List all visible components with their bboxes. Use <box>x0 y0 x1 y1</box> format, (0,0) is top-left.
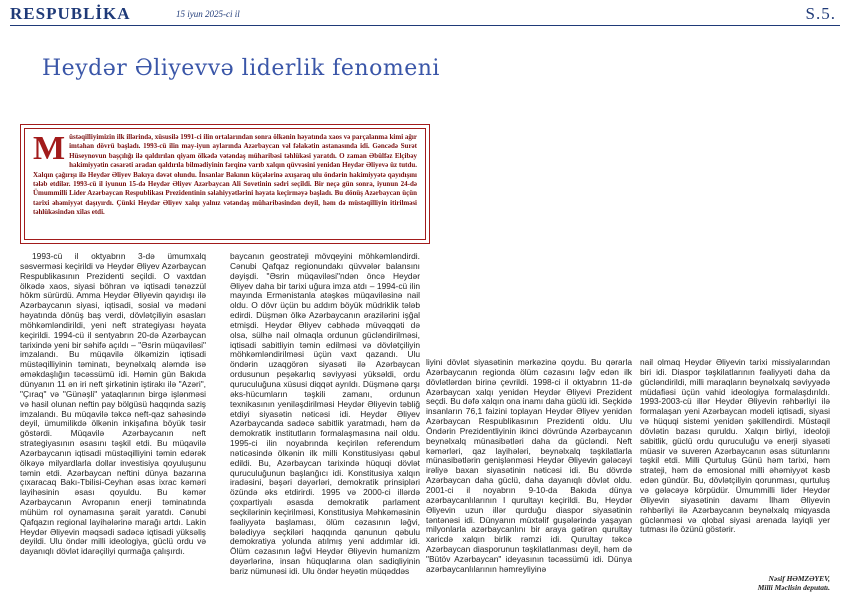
body-column-3-text: liyini dövlət siyasətinin mərkəzinə qoydu. Bu qərarla Azərbaycanın regionda ölüm cəzasını ləğv edən ilk dövlətlərdən birinə çevrildi. 1998-ci il oktyabrın 11-də Azərbaycan xalqı yenidən Heydər Əliyevi Prezident seçdi. Bu dəfə xalqın ona inamı daha güclü idi. Seçkidə insanların 76,1 faizini toplayan Heydər Əliyev yenidən Azərbaycan Respublikasının Prezidenti oldu. Ulu Öndərin Prezidentliyinin ikinci dövründə Azərbaycanın beynəlxalq münasibətləri daha da gücləndi. Neft kəmərləri, qaz layihələri, beynəlxalq təşkilatlarla münasibətlərin genişlənməsi Heydər Əliyevin gələcəyi irəliyə baxan siyasətinin nəticəsi idi. Bu dövrdə Azərbaycan daha güclü, daha dayanıqlı dövlət oldu. 2001-ci il noyabrın 9-10-da Bakıda dünya azərbaycanlılarının I qurultayı keçirildi. Bu, Heydər Əliyevin uzun illər qurduğu diaspor siyasətinin təntənəsi idi. Dünyanın müxtəlif guşələrində yaşayan milyonlarla azərbaycanlını bir araya gətirən qurultay xaricdə xalqın birlik rəmzi idi. Qurultay təkcə Azərbaycan diasporunun təşkilatlanması deyil, həm də "Bütöv Azərbaycan" ideyasının təcəssümü idi. Dünya azərbaycanlılarının həmreyliyinə <box>426 358 632 574</box>
author-title: Milli Məclisin deputatı. <box>757 583 830 592</box>
lead-text: üstəqilliyimizin ilk illərində, xüsusilə 1991-ci ilin ortalarından sonra ölkənin həyatında xaos və parçalanma kimi ağır imtahan dövrü başladı. 1993-cü ilin may-iyun aylarında Azərbaycan vəl fəlakətin astanasında idi. Gəncədə Surət Hüseynovun başçılığı ilə qaldırılan qiyam ölkədə vətəndaş müharibəsi təhlükəsi yaratdı. O zaman Əbülfəz Elçibəy hakimiyyətin cəsarəti aradan qaldırıla bilmədiyinin fərqinə varıb xalqın qüvvəsini yenidən Heydər Əliyevə üz tutdu. Xalqın çağırışı ilə Heydər Əliyev Bakıya dəvət olundu. İnsanlar Bakının küçələrinə axışaraq ulu öndərin hakimiyyətə qayıdışını tələb etdilər. 1993-cü il iyunun 15-də Heydər Əliyev Azərbaycan Ali Sovetinin sədri seçildi. Bir neçə gün sonra, iyunun 24-də Ümummilli Lider Azərbaycan Respublikası Prezidentinin səlahiyyətlərini həyata keçirməyə başladı. Bu dönüş Azərbaycan üçün tarixi əhəmiyyət daşıyırdı. Çünki Heydər Əliyev xalqı yalnız vətəndaş müharibəsindən deyil, həm də müstəqilliyin itirilməsi təhlükəsindən xilas etdi. <box>33 133 417 217</box>
lead-box <box>20 124 430 244</box>
body-column-3 <box>426 358 632 592</box>
masthead-divider <box>10 25 840 26</box>
lead-paragraph <box>33 130 417 218</box>
article-headline: Heydər Əliyevvə liderlik fenomeni <box>42 56 440 81</box>
page-number: S.5. <box>805 4 836 23</box>
newspaper-name: RESPUBLİKA <box>10 4 131 23</box>
lead-dropcap: M <box>33 130 66 167</box>
author-name: Nəsif HƏMZƏYEV, <box>768 574 830 583</box>
issue-date: 15 iyun 2025-ci il <box>176 9 240 19</box>
body-column-1-text: 1993-cü il oktyabrın 3-də ümumxalq səsverməsi keçirildi və Heydər Əliyev Azərbaycan Respublikasının Prezidenti seçildi. O vaxtdan ölkədə xaos, siyasi böhran və iqtisadi tənəzzül hökm sürürdü. Amma Heydər Əliyevin qayıdışı ilə Azərbaycanın siyasi, iqtisadi, sosial və mədəni həyatında dönüş baş verdi, dövlətçiliyin əsasları möhkəmləndirildi, yeni neft strategiyası həyata keçirildi. 1994-cü il sentyabrın 20-də Azərbaycan tarixində yeni bir səhifə açıldı – "Əsrin müqaviləsi" imzalandı. Bu müqavilə ölkəmizin iqtisadi müstəqilliyinin təminatı, beynəlxalq aləmdə isə əməkdaşlığın təcəssümü idi. Həmin gün Bakıda dünyanın 11 ən iri neft şirkətinin iştirakı ilə "Azəri", "Çıraq" və "Günəşli" yataqlarının birgə işlənməsi və hasil olunan neftin pay bölgüsü haqqında saziş imzalandı. Bu müqavilə təkcə neft-qaz sahəsində deyil, ümumilikdə ölkənin inkişafına böyük təsir göstərdi. Müqavilə Azərbaycanın neft strategiyasının əsasını təşkil etdi. Bu müqavilə Azərbaycanın iqtisadi müstəqilliyini təmin edərək ölkəyə milyardlarla dollar investisiya qoyuluşunu təmin etdi. Azərbaycan neftini dünya bazarına çıxaracaq Bakı-Tbilisi-Ceyhan əsas ixrac kəməri layihəsinin əsası qoyuldu. Bu kəmər Azərbaycanın Avropanın enerji təminatında mühüm rol oynamasına şərait yaratdı. Cənubi Qafqazın regional layihələrinə marağı artdı. Lakin Heydər Əliyevin məqsədi sadəcə iqtisadi yüksəliş deyildi. Ulu öndər milli ideologiya, güclü ordu və dayanıqlı dövlət idarəçiliyi qurmağa çalışırdı. <box>20 252 206 557</box>
body-column-1 <box>20 252 206 592</box>
author-byline <box>758 574 830 592</box>
body-column-2 <box>230 252 420 592</box>
body-column-2-text: baycanın geostrateji mövqeyini möhkəmləndirdi. Cənubi Qafqaz regionundakı qüvvələr balansını dəyişdi. "Əsrin müqaviləsi"ndən öncə Heydər Əliyev daha bir tarixi uğura imza atdı – 1994-cü ilin mayında Ermənistanla atəşkəs müqaviləsinə nail oldu. O dövr üçün bu addım böyük müdriklik tələb edirdi. Düşmən ölkə Azərbaycanın ərazilərini işğal etmişdi. Heydər Əliyev cəbhədə müvəqqəti də olsa, sülhə nail olmaqla ordunun gücləndirilməsi, iqtisadi sabitliyin təmin edilməsi və dövlətçiliyin möhkəmləndirilməsi üçün vaxt qazandı. Ulu öndərin uzaqgörən siyasəti ilə Azərbaycan ordusunun peşəkarlıq səviyyəsi yüksəldi, ordu quruculuğuna xüsusi diqqət ayrıldı. Düşmənə qarşı əks-hücumların təşkili zamanı, ordunun texnikasının yeniləşdirilməsi Heydər Əliyevin təbliğ etdiyi siyasətin nəticəsi idi. Heydər Əliyev Azərbaycanda sadəcə sabitlik yaratmadı, həm də demokratik institutların formalaşmasına nail oldu. 1995-ci ilin noyabrında keçirilən referendum nəticəsində ölkənin ilk milli Konstitusiyası qəbul edildi. Bu, Azərbaycan tarixində hüquqi dövlət quruculuğunun başlanğıcı idi. Konstitusiya xalqın iradəsini, bəşəri dəyərləri, demokratik prinsipləri özündə əks etdirirdi. 1995 və 2000-ci illərdə çoxpartiyalı əsasda demokratik parlament seçkilərinin keçirilməsi, Konstitusiya Məhkəməsinin fəaliyyətə başlaması, ölüm cəzasının ləğvi, bələdiyyə seçkiləri haqqında qanunun qəbulu demokratiya yolunda atılmış yeni addımlar idi. Ölüm cəzasının ləğvi Heydər Əliyevin humanizm dəyərlərinə, insan hüquqlarına olan sadiqliyinin bariz nümunəsi idi. Ulu öndər heyətin müqəddəs <box>230 252 420 576</box>
body-column-4-text: nail olmaq Heydər Əliyevin tarixi missiyalarından biri idi. Diaspor təşkilatlarının fəaliyyəti daha da gücləndirildi, milli maraqların beynəlxalq səviyyədə müdafiəsi üçün vahid ideologiya formalaşdırıldı. 1993-2003-cü illər Heydər Əliyevin rəhbərliyi ilə formalaşan yeni Azərbaycan modeli iqtisadi, siyasi və hüquqi sistemi yenidən şəkillendirdi. Müstəqil dövlətin bazası quruldu. Xalqın birliyi, ideoloji sabitlik, güclü ordu quruculuğu və enerji siyasəti müasir və suveren Azərbaycanın əsas sütunlarını təşkil etdi. Milli Qurtuluş Günü həm tarixi, həm strateji, həm də emosional milli əhəmiyyət kəsb edən gündür. Bu, dövlətçiliyin qorunması, qurtuluş və gələcəyə körpüdür. Ümummilli lider Heydər Əliyevin siyasətinin davamı İlham Əliyevin rəhbərliyi ilə Azərbaycanın beynəlxalq miqyasda güclənməsi və qlobal siyasi arenada layiqli yer tutması ilə özünü göstərir. <box>640 358 830 535</box>
lead-box-inner-border <box>24 128 426 240</box>
masthead <box>0 0 850 26</box>
body-column-4 <box>640 358 830 568</box>
